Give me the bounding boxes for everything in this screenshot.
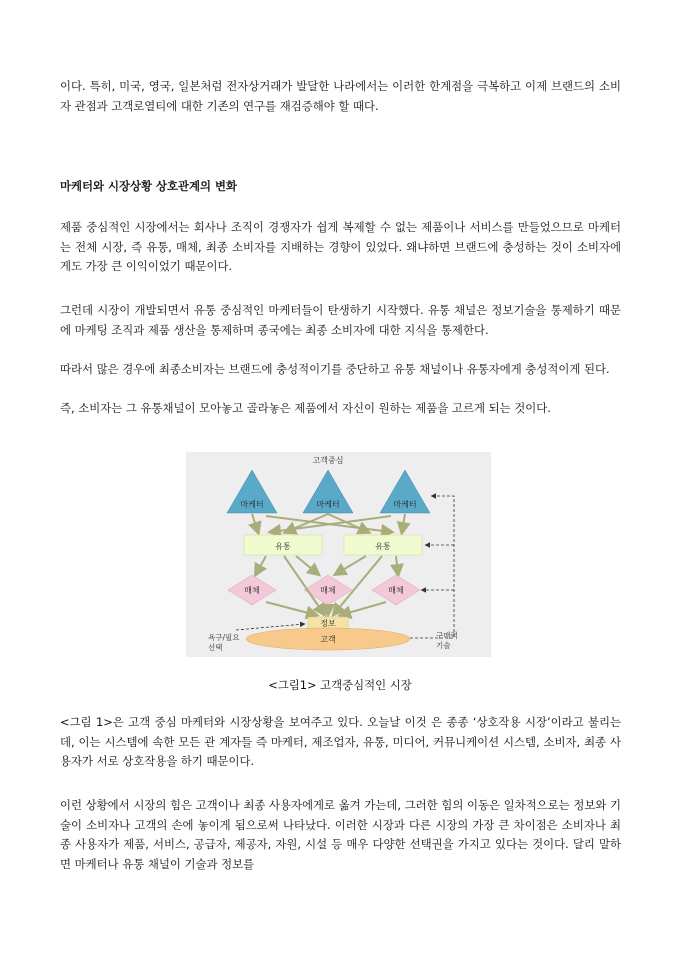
customer-centric-market-diagram — [186, 452, 491, 657]
paragraph-loyalty-shift: 따라서 많은 경우에 최종소비자는 브랜드에 충성적이기를 중단하고 유통 채널이나 유통자에게 충성적이게 된다. — [60, 362, 610, 376]
purchasing-power-label: 구매력 — [436, 631, 458, 640]
choice-label: 선택 — [208, 643, 223, 652]
marketer-distribution-arrows — [252, 514, 405, 532]
paragraph-consumer-choice: 즉, 소비자는 그 유통채널이 모아놓고 골라놓은 제품에서 자신이 원하는 제품을 고르게 되는 것이다. — [60, 401, 551, 415]
paragraph-interactive-market: <그림 1>은 고객 중심 마케터와 시장상황을 보여주고 있다. 오늘날 이것 은 종종 ‘상호작용 시장’이라고 불리는데, 이는 시스템에 속한 모든 관 계자들 즉 마케터, 제조업자, 유통, 미디어, 커뮤니케이션 시스템, 소비자, 최종 사용자가 서로 상호작용을 하기 때문이다. — [60, 715, 621, 768]
intro-paragraph: 이다. 특히, 미국, 영국, 일본처럼 전자상거래가 발달한 나라에서는 이러한 한계점을 극복하고 이제 브랜드의 소비자 관점과 고객로열티에 대한 기존의 연구를 재검증해야 할 때다. — [60, 79, 621, 113]
customer-node — [246, 628, 410, 650]
distribution-node-2 — [344, 535, 422, 555]
distribution-node-1 — [244, 535, 322, 555]
customer-label: 고객 — [320, 635, 336, 644]
technology-label: 기술 — [436, 641, 451, 650]
distribution-media-arrows — [256, 556, 398, 574]
distribution-label-2: 유통 — [375, 542, 391, 551]
info-node — [308, 617, 348, 629]
media-label-3: 매체 — [388, 586, 404, 595]
distribution-label-1: 유통 — [275, 542, 291, 551]
marketer-node-1 — [227, 470, 277, 513]
marketer-label-3: 마케터 — [393, 500, 417, 509]
media-label-1: 매체 — [244, 586, 260, 595]
marketer-label-1: 마케터 — [240, 500, 264, 509]
section-heading: 마케터와 시장상황 상호관계의 변화 — [60, 179, 237, 193]
diagram-top-label: 고객중심 — [312, 456, 344, 465]
paragraph-power-shift: 이런 상황에서 시장의 힘은 고객이나 최종 사용자에게로 옮겨 가는데, 그러한 힘의 이동은 일차적으로는 정보와 기술이 소비자나 고객의 손에 놓이게 됨으로써 나타났다. 이러한 시장과 다른 시장의 가장 큰 차이점은 소비자나 최종 사용자가 제품, 서비스, 공급자, 제공자, 자원, 시설 등 매우 다양한 선택권을 가지고 있다는 것이다. 달리 말하면 마케터나 유통 채널이 기술과 정보를 — [60, 798, 621, 871]
feedback-dashed-loop — [410, 496, 454, 638]
media-label-2: 매체 — [320, 586, 336, 595]
paragraph-distribution-centric: 그런데 시장이 개발되면서 유통 중심적인 마케터들이 탄생하기 시작했다. 유통 채널은 정보기술을 통제하기 때문에 마케팅 조직과 제품 생산을 통제하며 종국에는 최종 소비자에 대한 지식을 통제한다. — [60, 303, 621, 337]
needs-label: 욕구/필요 — [208, 633, 240, 642]
media-node-3 — [372, 575, 420, 605]
marketer-node-2 — [303, 470, 353, 513]
info-label: 정보 — [320, 619, 336, 628]
marketer-node-3 — [380, 470, 430, 513]
figure-caption: <그림1> 고객중심적인 시장 — [268, 678, 412, 692]
media-node-1 — [228, 575, 276, 605]
paragraph-product-centric: 제품 중심적인 시장에서는 회사나 조직이 경쟁자가 쉽게 복제할 수 없는 제품이나 서비스를 만들었으므로 마케터는 전체 시장, 즉 유통, 매체, 최종 소비자를 지배하는 경향이 있었다. 왜냐하면 브랜드에 충성하는 것이 소비자에게도 가장 큰 이익이었기 때문이다. — [60, 220, 621, 273]
marketer-label-2: 마케터 — [316, 500, 340, 509]
